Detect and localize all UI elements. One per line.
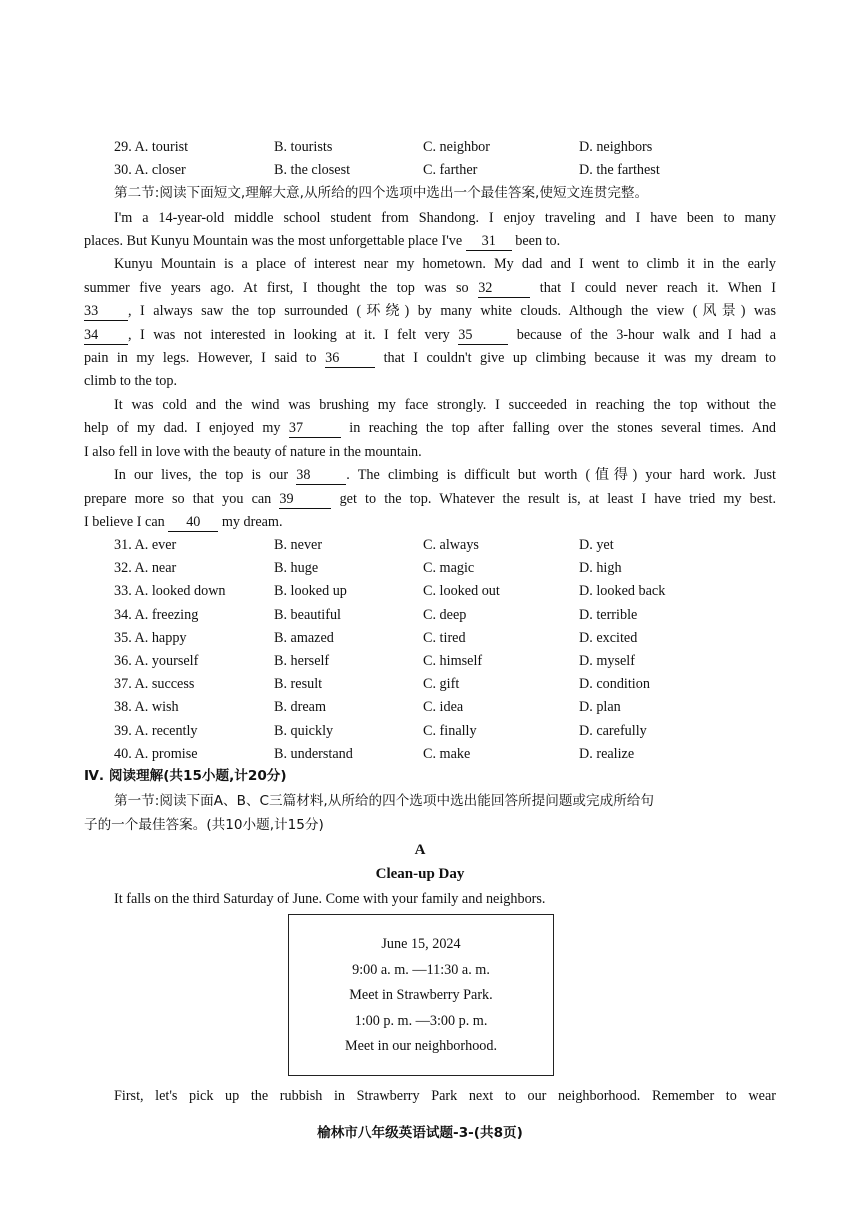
section2-instruction: 第二节:阅读下面短文,理解大意,从所给的四个选项中选出一个最佳答案,使短文连贯完整。 — [114, 185, 649, 201]
blank-40: 40 — [168, 513, 218, 532]
option-c: C. deep — [423, 606, 467, 623]
blank-37: 37 — [289, 419, 341, 438]
passage-line: climb to the top. — [84, 373, 177, 389]
event-place-morning: Meet in Strawberry Park. — [349, 987, 493, 1003]
event-place-afternoon: Meet in our neighborhood. — [344, 1038, 498, 1054]
option-row — [0, 720, 860, 743]
passage-line: I also fell in love with the beauty of nature in the mountain. — [84, 444, 422, 460]
option-row — [0, 557, 860, 580]
passage-line: places. But Kunyu Mountain was the most unforgettable place I've 31 been to. — [84, 233, 561, 249]
blank-39: 39 — [279, 490, 331, 509]
option-d: D. condition — [579, 676, 650, 693]
option-c: C. himself — [423, 653, 483, 669]
section4-instruction: 第一节:阅读下面A、B、C三篇材料,从所给的四个选项中选出能回答所提问题或完成所给句 — [114, 793, 654, 809]
passage-line: summer five years ago. At first, I thought the top was so 32 that I could never reach it. When I — [84, 280, 777, 296]
option-a: 32. A. near — [114, 560, 177, 577]
option-d: D. looked back — [579, 583, 666, 600]
option-b: B. tourists — [274, 139, 333, 155]
passage-line: Kunyu Mountain is a place of interest near my hometown. My dad and I went to climb it in the early — [114, 256, 776, 272]
passage-line: I'm a 14-year-old middle school student from Shandong. I enjoy traveling and I have been to many — [114, 210, 776, 226]
option-d: D. carefully — [579, 722, 647, 739]
option-d: D. plan — [579, 699, 621, 716]
blank-35: 35 — [458, 326, 508, 345]
option-row — [0, 534, 860, 557]
passage-line: pain in my legs. However, I said to 36 that I couldn't give up climbing because it was my dream to — [84, 350, 777, 366]
option-a: 39. A. recently — [114, 722, 198, 739]
option-b: B. herself — [274, 653, 330, 669]
option-b: B. quickly — [274, 722, 334, 739]
option-row-29 — [0, 136, 860, 159]
option-row — [0, 673, 860, 696]
option-d: D. terrible — [579, 606, 638, 623]
option-d: D. neighbors — [579, 139, 653, 155]
passage-line: It was cold and the wind was brushing my face strongly. I succeeded in reaching the top without the — [114, 397, 776, 413]
blank-32: 32 — [478, 279, 530, 298]
option-d: D. yet — [579, 537, 614, 553]
blank-38: 38 — [296, 466, 346, 485]
option-a: 36. A. yourself — [114, 653, 199, 669]
option-c: C. idea — [423, 699, 464, 716]
option-row — [0, 627, 860, 650]
option-d: D. myself — [579, 653, 635, 669]
option-b: B. dream — [274, 699, 327, 716]
section4-instruction: 子的一个最佳答案。(共10小题,计15分) — [84, 817, 324, 833]
passage-line: prepare more so that you can 39 get to the top. Whatever the result is, at least I have tried my best. — [84, 491, 777, 507]
option-row — [0, 696, 860, 719]
event-time-afternoon: 1:00 p. m. —3:00 p. m. — [354, 1012, 488, 1029]
option-a: 31. A. ever — [114, 537, 177, 553]
page-footer: 榆林市八年级英语试题-3-(共8页) — [317, 1125, 523, 1141]
option-c: C. tired — [423, 629, 466, 646]
passage-intro: It falls on the third Saturday of June. Come with your family and neighbors. — [114, 891, 546, 907]
option-a: 37. A. success — [114, 676, 195, 693]
blank-36: 36 — [325, 349, 375, 368]
event-time-morning: 9:00 a. m. —11:30 a. m. — [352, 961, 490, 978]
section4-heading: Ⅳ. 阅读理解(共15小题,计20分) — [84, 768, 287, 784]
option-d: D. high — [579, 560, 622, 577]
option-row — [0, 580, 860, 603]
option-c: C. make — [423, 745, 471, 762]
event-info-box — [288, 914, 554, 1076]
option-a: 30. A. closer — [114, 162, 186, 178]
option-d: D. realize — [579, 745, 635, 762]
option-c: C. always — [423, 537, 479, 553]
option-c: C. farther — [423, 162, 478, 178]
passage-line: help of my dad. I enjoyed my 37 in reaching the top after falling over the stones several times. And — [84, 420, 777, 436]
option-a: 34. A. freezing — [114, 606, 199, 623]
option-d: D. excited — [579, 629, 638, 646]
option-row-30 — [0, 159, 860, 182]
event-date: June 15, 2024 — [381, 936, 461, 952]
option-b: B. looked up — [274, 583, 347, 600]
option-c: C. magic — [423, 560, 475, 577]
blank-34: 34 — [84, 326, 128, 345]
option-b: B. the closest — [274, 162, 351, 178]
option-b: B. never — [274, 537, 323, 553]
option-a: 29. A. tourist — [114, 139, 189, 155]
blank-31: 31 — [466, 232, 512, 251]
option-row — [0, 650, 860, 673]
option-row — [0, 604, 860, 627]
blank-33: 33 — [84, 302, 128, 321]
passage-body-line: First, let's pick up the rubbish in Strawberry Park next to our neighborhood. Remember to wear — [114, 1088, 776, 1104]
option-b: B. huge — [274, 560, 319, 577]
option-b: B. beautiful — [274, 606, 341, 623]
option-a: 33. A. looked down — [114, 583, 226, 600]
option-b: B. understand — [274, 745, 353, 762]
option-b: B. amazed — [274, 629, 334, 646]
option-a: 40. A. promise — [114, 745, 198, 762]
option-c: C. finally — [423, 722, 477, 739]
passage-title: Clean-up Day — [375, 866, 465, 882]
passage-line: 34 , I was not interested in looking at it. I felt very 35 because of the 3-hour walk and I had a — [84, 327, 776, 343]
passage-letter: A — [414, 842, 426, 858]
passage-line: 33 , I always saw the top surrounded (环绕) by many white clouds. Although the view (风景) was — [84, 303, 776, 319]
passage-line: I believe I can 40 my dream. — [84, 514, 283, 530]
passage-line: In our lives, the top is our 38 . The climbing is difficult but worth (值得) your hard work. Just — [114, 467, 776, 483]
option-a: 35. A. happy — [114, 629, 187, 646]
option-b: B. result — [274, 676, 323, 693]
option-c: C. neighbor — [423, 139, 490, 155]
option-d: D. the farthest — [579, 162, 660, 178]
option-c: C. looked out — [423, 583, 500, 600]
option-a: 38. A. wish — [114, 699, 179, 716]
option-c: C. gift — [423, 676, 460, 693]
option-row — [0, 743, 860, 766]
